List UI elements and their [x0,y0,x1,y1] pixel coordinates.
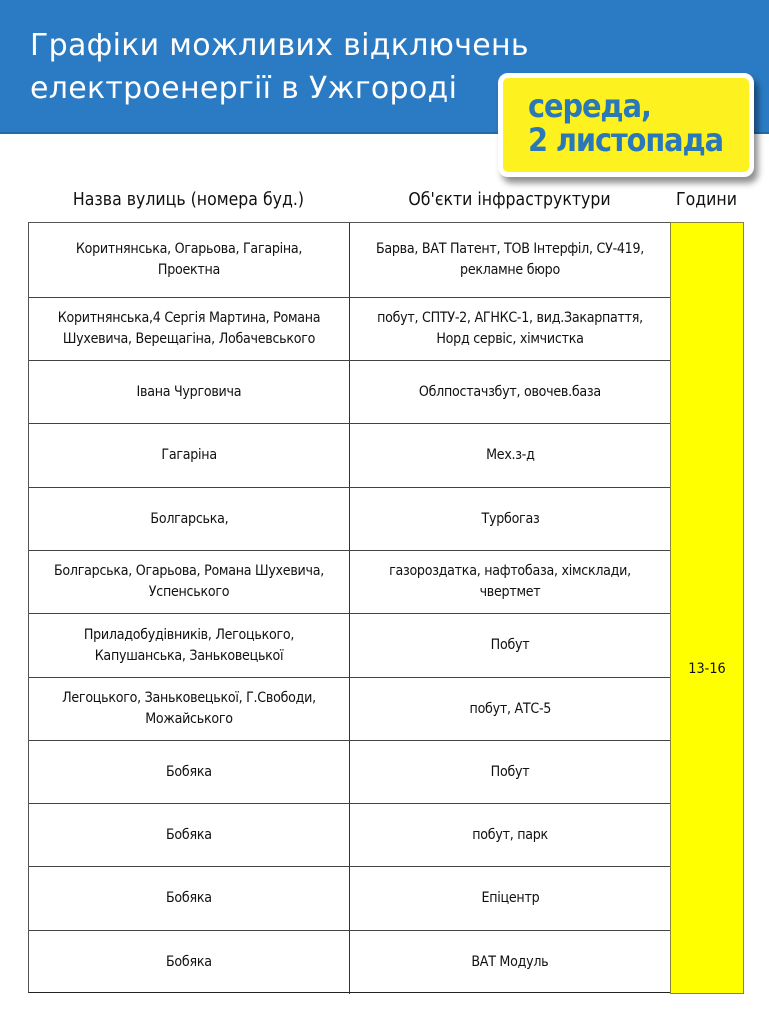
column-header-hours: Години [676,190,737,210]
infrastructure-objects: газороздатка, нафтобаза, хімсклади, чвертмет [389,563,631,600]
street-cell [29,804,350,866]
hours-cell [670,222,744,994]
infrastructure-cell [350,223,671,297]
outage-table [28,222,670,993]
infrastructure-cell [350,298,671,360]
hours-value: 13-16 [688,661,726,677]
infrastructure-objects: Облпостачзбут, овочев.база [418,383,601,400]
table-row [29,298,671,361]
infrastructure-cell [350,488,671,550]
infrastructure-cell [350,551,671,613]
column-header-objects: Об'єкти інфраструктури [408,190,611,210]
date-badge-weekday: середа, [528,87,651,125]
street-cell [29,678,350,740]
street-cell [29,361,350,423]
street-names: Болгарська, Огарьова, Романа Шухевича, Успенського [54,563,324,600]
street-names: Коритнянська, Огарьова, Гагаріна, Проектна [75,241,303,278]
table-row [29,931,671,994]
infrastructure-objects: Побут [490,637,530,653]
table-row [29,867,671,931]
table-row [29,741,671,804]
table-row [29,804,671,867]
street-cell [29,614,350,677]
street-cell [29,223,350,297]
infrastructure-cell [350,931,671,994]
infrastructure-objects: Турбогаз [481,510,539,527]
infrastructure-cell [350,614,671,677]
infrastructure-objects: Мех.з-д [485,447,535,463]
street-cell [29,867,350,930]
street-names: Приладобудівників, Легоцького, Капушанська, Заньковецької [83,626,295,664]
infrastructure-cell [350,804,671,866]
street-cell [29,931,350,994]
street-cell [29,551,350,613]
street-names: Коритнянська,4 Сергія Мартина, Романа Шухевича, Верещагіна, Лобачевського [57,310,321,347]
infrastructure-cell [350,424,671,487]
street-names: Бобяка [166,954,212,970]
table-row [29,678,671,741]
infrastructure-cell [350,741,671,803]
street-cell [29,424,350,487]
street-cell [29,488,350,550]
infrastructure-objects: побут, СПТУ-2, АГНКС-1, вид.Закарпаття, Норд сервіс, хімчистка [377,310,643,347]
date-badge-date: 2 листопада [528,121,724,159]
street-names: Легоцького, Заньковецької, Г.Свободи, Можайського [62,690,316,727]
table-row [29,551,671,614]
page-title-line-2: електроенергії в Ужгороді [30,71,458,106]
table-row [29,488,671,551]
infrastructure-objects: Епіцентр [481,890,539,906]
infrastructure-objects: побут, АТС-5 [469,700,551,717]
street-cell [29,298,350,360]
page-title [30,24,529,110]
page-title-line-1: Графіки можливих відключень [30,28,529,63]
date-badge [498,73,754,177]
infrastructure-cell [350,678,671,740]
infrastructure-objects: Барва, ВАТ Патент, ТОВ Інтерфіл, СУ-419, рекламне бюро [375,241,645,278]
infrastructure-objects: ВАТ Модуль [471,954,549,970]
street-cell [29,741,350,803]
street-names: Бобяка [166,763,212,780]
infrastructure-objects: побут, парк [472,826,548,843]
table-row [29,614,671,678]
street-names: Болгарська, [150,510,228,527]
street-names: Бобяка [166,826,212,843]
table-row [29,361,671,424]
street-names: Івана Чурговича [136,383,242,400]
street-names: Гагаріна [161,447,217,463]
street-names: Бобяка [166,890,212,906]
table-row [29,424,671,488]
infrastructure-objects: Побут [490,763,530,780]
column-header-streets: Назва вулиць (номера буд.) [72,190,305,210]
infrastructure-cell [350,867,671,930]
infrastructure-cell [350,361,671,423]
table-row [29,223,671,298]
